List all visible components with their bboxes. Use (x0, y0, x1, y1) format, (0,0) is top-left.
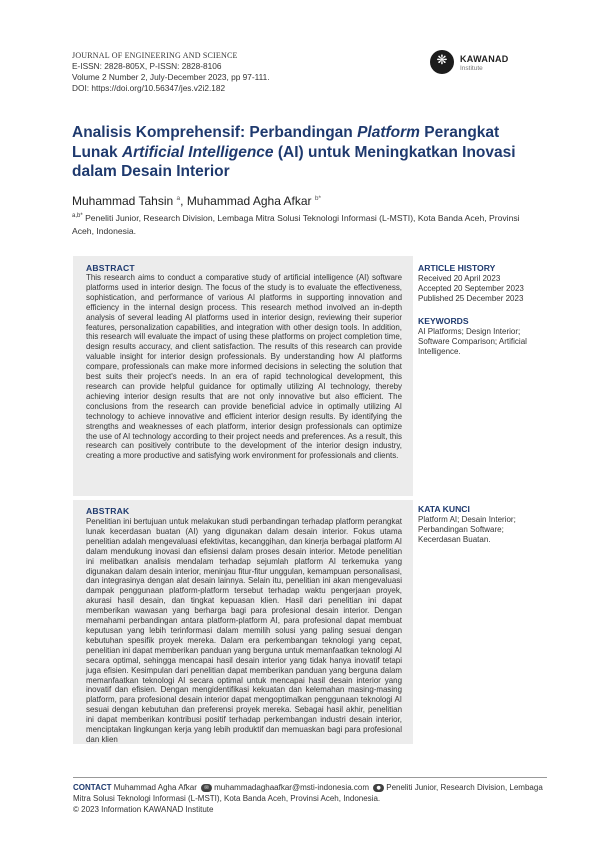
author-sup: b* (314, 195, 322, 202)
logo-emblem-icon: ❋ (430, 50, 454, 74)
keywords-text: AI Platforms; Design Interior; Software Comparison; Artificial Intelligence. (418, 327, 527, 356)
contact-name: Muhammad Agha Afkar (113, 783, 197, 792)
author-separator: , (180, 194, 187, 208)
abstrak-text: Penelitian ini bertujuan untuk melakukan studi perbandingan terhadap platform perangkat lunak kecerdasan buatan (AI) yang digunakan dalam desain interior. Fokus utama penelitian adalah mengevaluasi efektivitas, kecanggihan, dan kinerja berbagai platform AI dalam mendukung inovasi dan efisiensi dalam proses desain interior. Metode penelitian ini melibatkan analisis mendalam terhadap sejumlah platform AI terkemuka yang digunakan dalam desain interior, meninjau fitur-fitur unggulan, kemampuan personalisasi, dan integrasinya dengan alat desain lainnya. Selain itu, penelitian ini akan mengevaluasi dampak penggunaan platform-platform tersebut terhadap waktu pengerjaan proyek, akurasi hasil desain, dan tingkat kepuasan klien. Hasil dari penelitian ini dapat memberikan wawasan yang berharga bagi para profesional desain interior. Dengan memahami perbandingan antara platform-platform AI, para profesional dapat membuat keputusan yang lebih terinformasi dalam memilih solusi yang paling sesuai dengan kebutuhan spesifik proyek mereka. Dalam era perkembangan teknologi yang cepat, penelitian ini dapat memberikan panduan yang berguna untuk memanfaatkan teknologi AI secara optimal, sehingga mencapai hasil desain interior yang tidak hanya inovatif tetapi juga efisien. Kesimpulan dari penelitian dapat memberikan panduan yang berguna dalam memanfaatkan teknologi AI secara optimal untuk mencapai hasil desain interior yang inovatif dan efisien. Dengan mengidentifikasi kekuatan dan kelemahan masing-masing platform, para profesional desain interior dapat mengoptimalkan penggunaan teknologi AI sesuai dengan kebutuhan dan preferensi proyek mereka. Sebagai hasil akhir, penelitian ini dapat memberikan kontribusi positif terhadap perkembangan industri desain interior, menciptakan lingkungan kerja yang lebih produktif dan memuaskan bagi para profesional dan klien (86, 517, 402, 744)
author-sup: a (176, 195, 181, 202)
logo-brand: KAWANAD (460, 54, 509, 64)
institute-logo (430, 50, 530, 76)
copyright: © 2023 Information KAWANAD Institute (73, 805, 214, 815)
contact-block (73, 782, 553, 816)
title-italic: Artificial Intelligence (121, 143, 274, 161)
kata-kunci-heading: KATA KUNCI (418, 504, 470, 514)
title-text: Perangkat Lunak (72, 124, 500, 161)
contact-divider (73, 777, 547, 778)
article-history (418, 274, 538, 304)
affiliation-text: Peneliti Junior, Research Division, Lembaga Mitra Solusi Teknologi Informasi (L-MSTI), Kota Banda Aceh, Provinsi Aceh, Indonesia. (72, 212, 520, 236)
paper-title (72, 123, 542, 182)
article-history-heading: ARTICLE HISTORY (418, 263, 496, 273)
title-text: Analisis Komprehensif: Perbandingan (72, 124, 358, 141)
author-name: Muhammad Agha Afkar (186, 194, 312, 208)
keywords-heading: KEYWORDS (418, 316, 469, 326)
affiliation (72, 210, 542, 238)
author-name: Muhammad Tahsin (72, 194, 174, 208)
accepted-date: Accepted 20 September 2023 (418, 284, 524, 293)
contact-affiliation: Peneliti Junior, Research Division, Lembaga Mitra Solusi Teknologi Informasi (L-MSTI), Kota Banda Aceh, Provinsi Aceh, Indonesia. (73, 783, 543, 804)
abstrak-heading: ABSTRAK (86, 506, 130, 516)
journal-doi[interactable]: DOI: https://doi.org/10.56347/jes.v2i2.182 (72, 83, 226, 93)
abstract-text: This research aims to conduct a comparative study of artificial intelligence (AI) software platforms used in interior design. The focus of the study is to evaluate the effectiveness, sophistication, and performance of various AI platforms in supporting innovation and efficiency in the internal design process. This research method involved an in-depth analysis of several leading AI platforms used in interior design, reviewing their superior features, personalization capabilities, and integration with other design tools. In addition, this research will evaluate the impact of using these platforms on project completion time, design results accuracy, and client satisfaction. The results of this research can provide valuable insight for interior design professionals. By understanding how AI platforms compare, professionals can make more informed decisions in selecting the solution that best suits their project's needs. In an era of rapid technological development, this research can provide helpful guidance for optimally utilizing AI technology, thereby achieving interior design results that are not only innovative but also efficient. The conclusions from the research can provide beneficial advice in optimally utilizing AI technology to achieve innovative and efficient interior design results. By identifying the strengths and weaknesses of each platform, interior design professionals can optimize the use of AI technology according to their project needs and preferences. As a result, this research can positively contribute to the development of the interior design industry, creating a more productive and satisfying work environment for professionals and clients. (86, 273, 402, 461)
affiliation-sup: a,b* (72, 213, 83, 219)
journal-volume: Volume 2 Number 2, July-December 2023, pp 97-111. (72, 72, 270, 82)
contact-email[interactable]: muhammadaghaafkar@msti-indonesia.com (214, 783, 369, 792)
journal-name: JOURNAL OF ENGINEERING AND SCIENCE (72, 51, 238, 60)
title-text: (AI) untuk Meningkatkan Inovasi dalam Desain Interior (72, 143, 516, 180)
abstract-heading: ABSTRACT (86, 263, 135, 273)
author-list (72, 194, 552, 208)
kata-kunci-text: Platform AI; Desain Interior; Perbandingan Software; Kecerdasan Buatan. (418, 515, 516, 544)
journal-issn: E-ISSN: 2828-805X, P-ISSN: 2828-8106 (72, 61, 222, 71)
logo-subtitle: Institute (460, 65, 483, 72)
email-icon: ✉ (201, 784, 212, 792)
received-date: Received 20 April 2023 (418, 274, 501, 283)
title-italic: Platform (357, 124, 420, 141)
published-date: Published 25 December 2023 (418, 294, 524, 303)
contact-label: CONTACT (73, 783, 112, 792)
affiliation-icon: ● (373, 784, 384, 792)
journal-header (72, 50, 372, 94)
